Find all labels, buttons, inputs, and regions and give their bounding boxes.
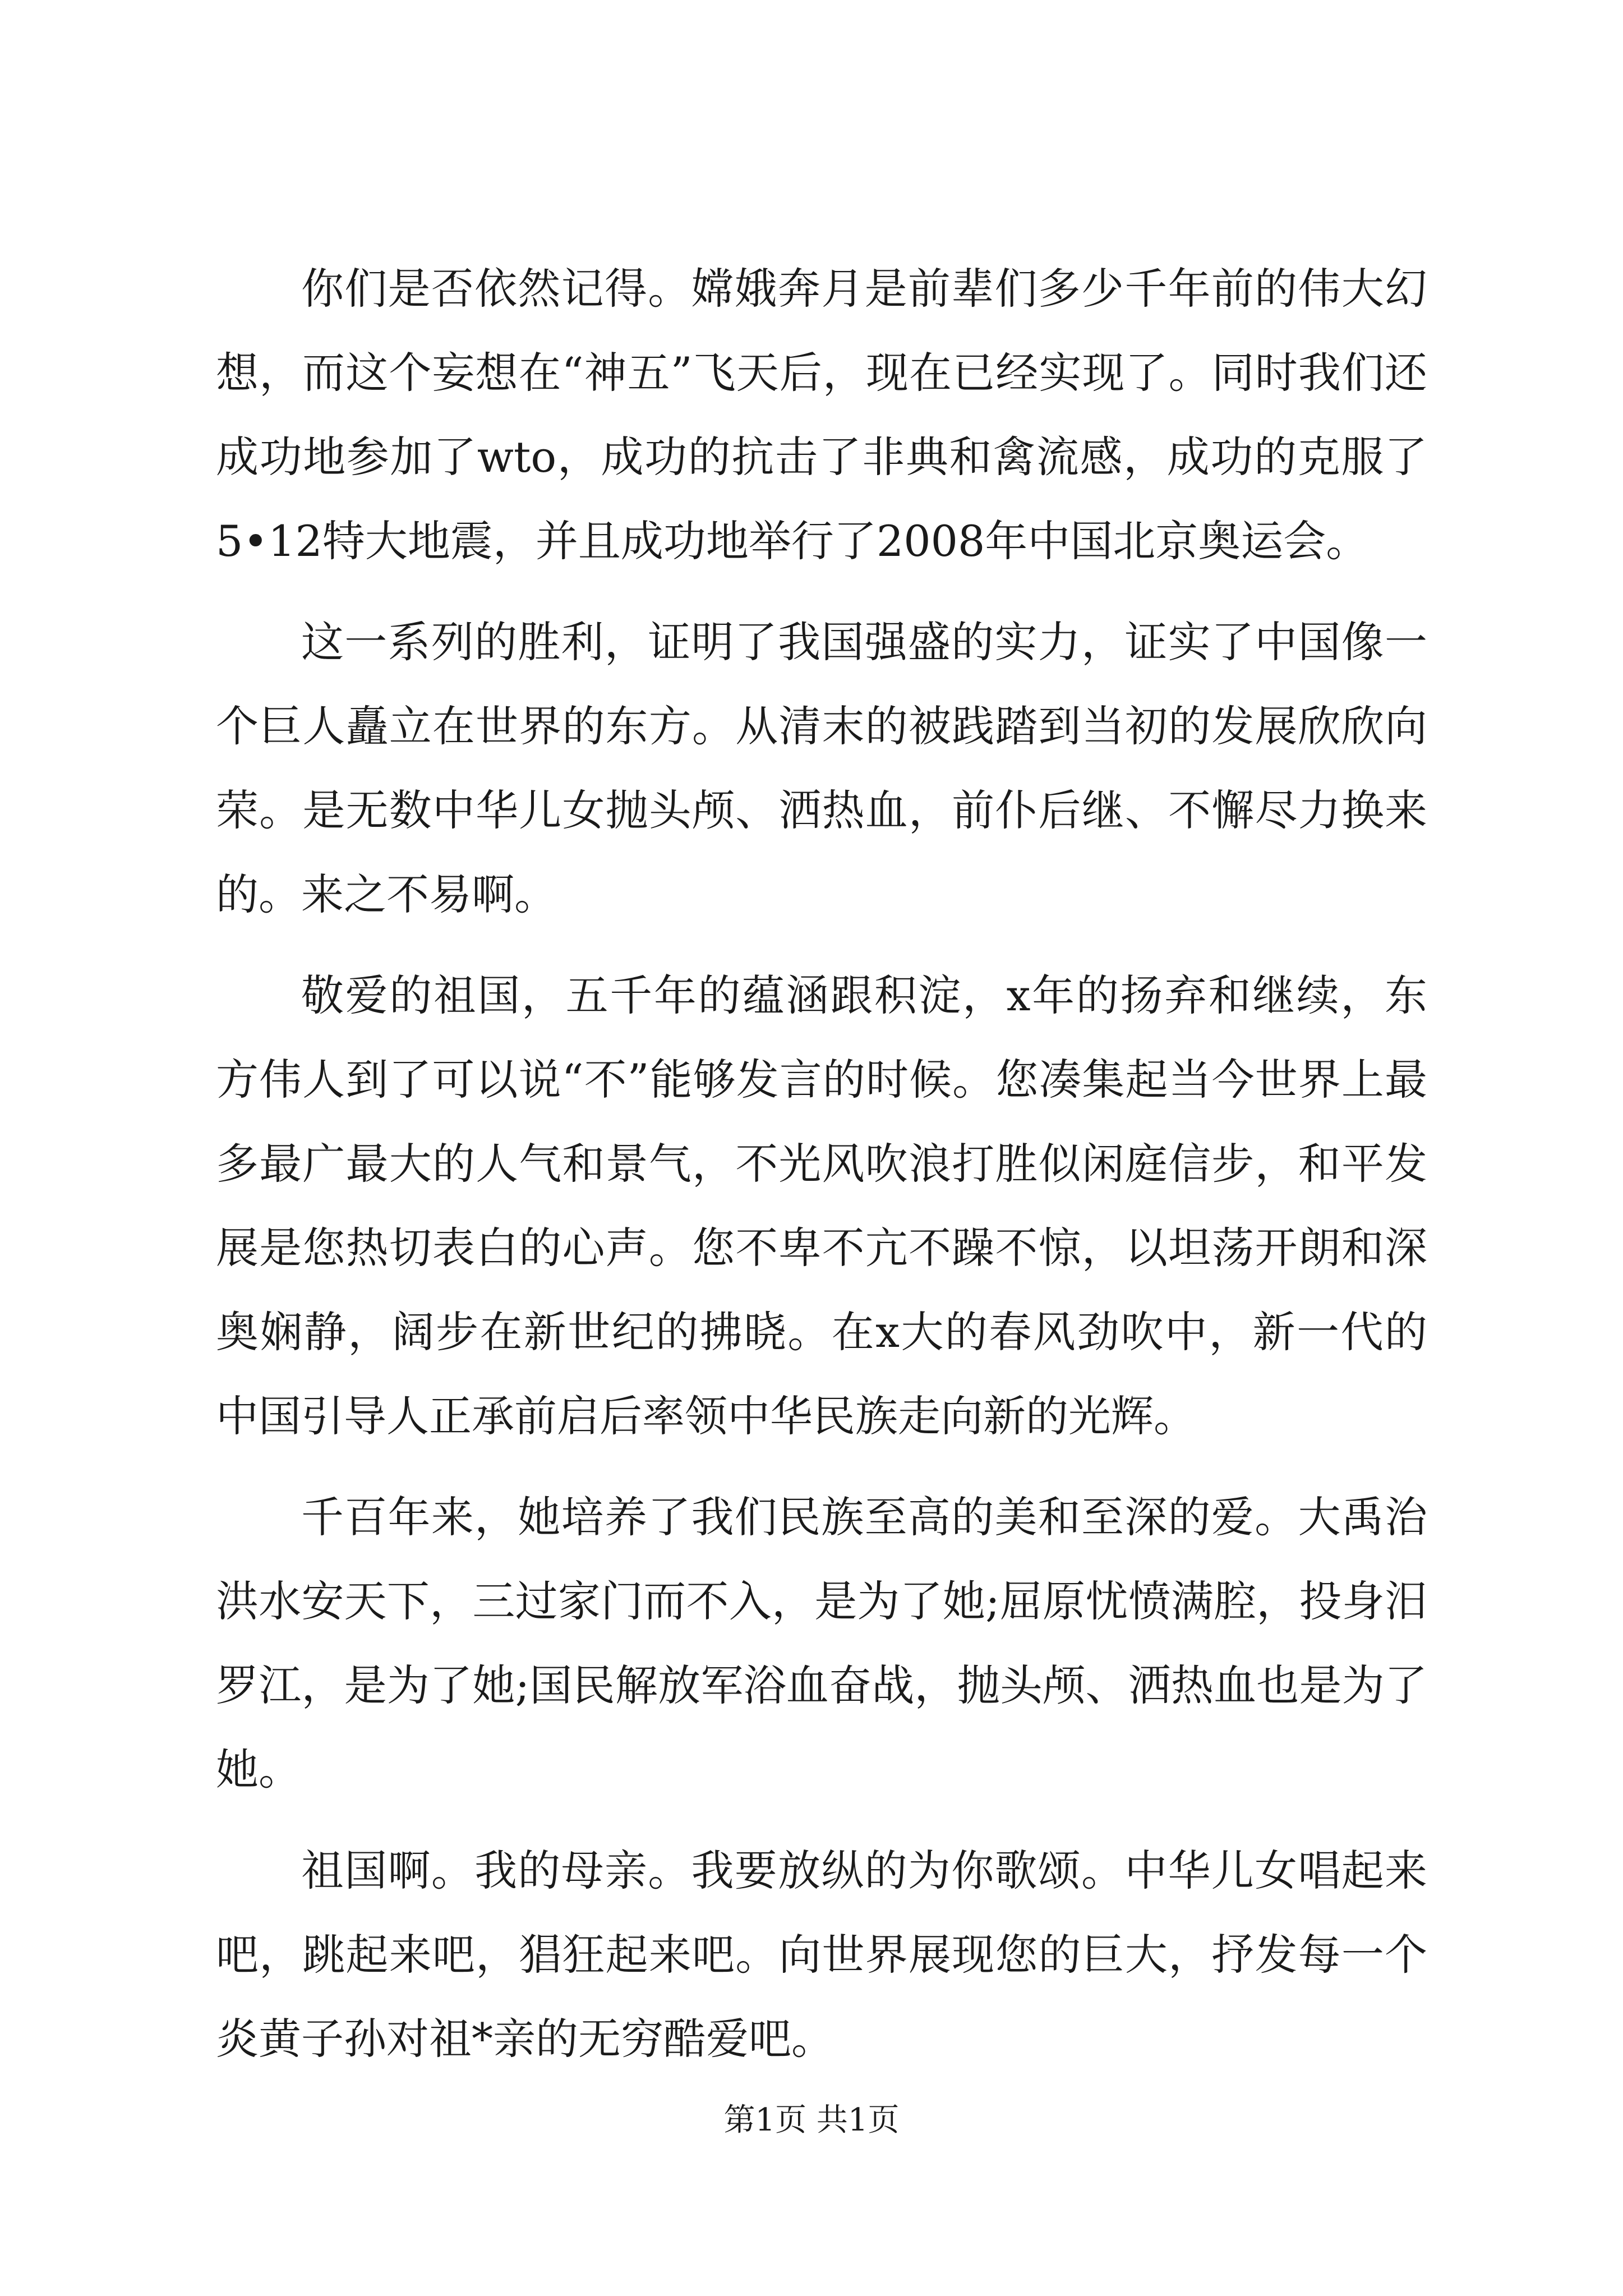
paragraph-5: 祖国啊。我的母亲。我要放纵的为你歌颂。中华儿女唱起来吧，跳起来吧，猖狂起来吧。向世界展现您的巨大，抒发每一个炎黄子孙对祖*亲的无穷酷爱吧。	[216, 1846, 1427, 2064]
document-body	[216, 247, 1427, 2098]
paragraph-1: 你们是否依然记得。嫦娥奔月是前辈们多少千年前的伟大幻想，而这个妄想在“神五”飞天后，现在已经实现了。同时我们还成功地参加了wto，成功的抗击了非典和禽流感，成功的克服了5•12特大地震，并且成功地举行了2008年中国北京奥运会。	[216, 264, 1427, 566]
page-footer: 第1页 共1页	[723, 2102, 900, 2138]
paragraph-2: 这一系列的胜利，证明了我国强盛的实力，证实了中国像一个巨人矗立在世界的东方。从清末的被践踏到当初的发展欣欣向荣。是无数中华儿女抛头颅、洒热血，前仆后继、不懈尽力换来的。来之不易啊。	[216, 617, 1427, 919]
paragraph-4: 千百年来，她培养了我们民族至高的美和至深的爱。大禹治洪水安天下，三过家门而不入，是为了她;屈原忧愤满腔，投身汨罗江，是为了她;国民解放军浴血奋战，抛头颅、洒热血也是为了她。	[216, 1492, 1427, 1795]
paragraph-3: 敬爱的祖国，五千年的蕴涵跟积淀，x年的扬弃和继续，东方伟人到了可以说“不”能够发言的时候。您凑集起当今世界上最多最广最大的人气和景气，不光风吹浪打胜似闲庭信步，和平发展是您热切表白的心声。您不卑不亢不躁不惊，以坦荡开朗和深奥娴静，阔步在新世纪的拂晓。在x大的春风劲吹中，新一代的中国引导人正承前启后率领中华民族走向新的光辉。	[216, 970, 1427, 1441]
